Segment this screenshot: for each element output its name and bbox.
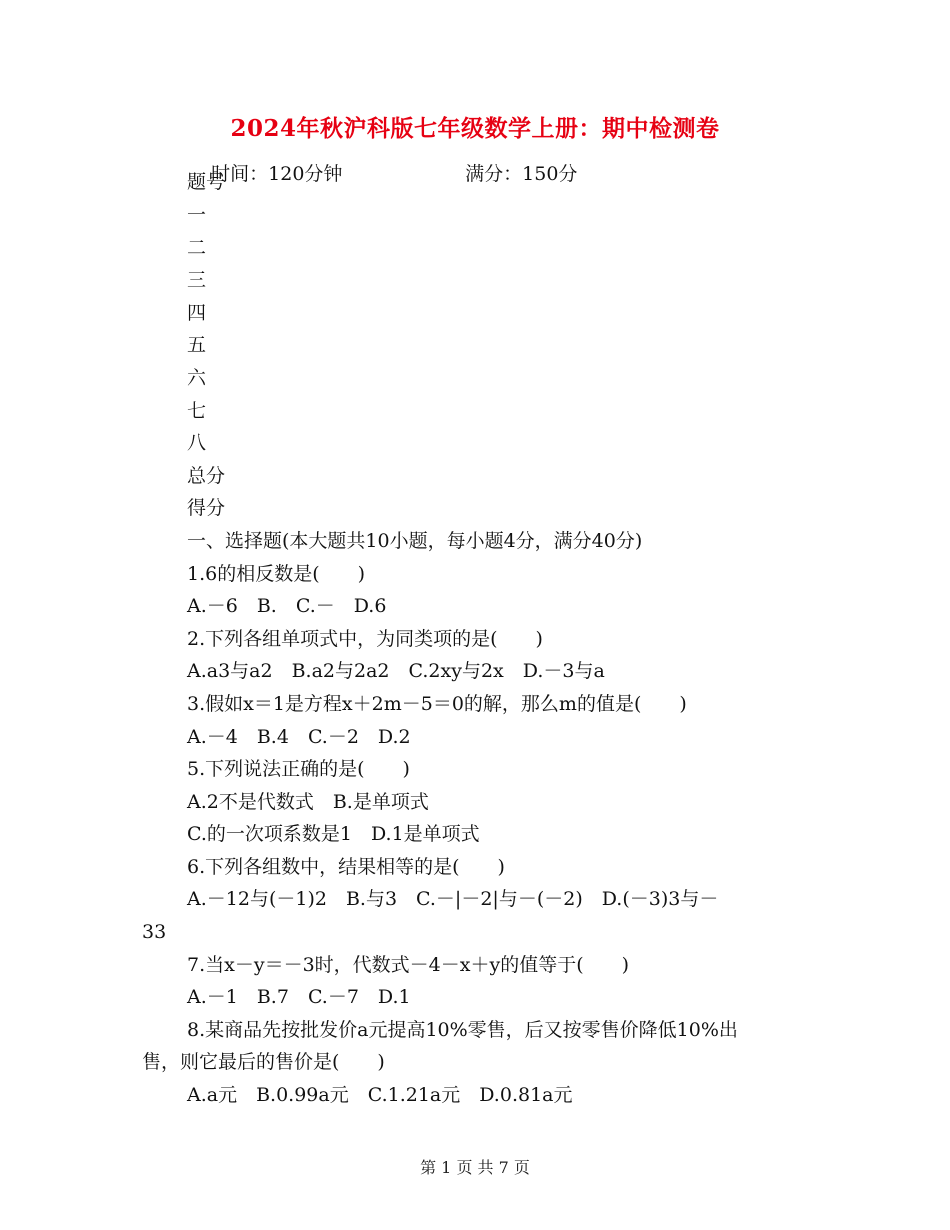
question-line: A.2不是代数式 B.是单项式 <box>187 791 429 813</box>
question-line: A.－4 B.4 C.－2 D.2 <box>187 726 411 748</box>
exam-time: 时间：120分钟 <box>211 163 343 185</box>
page-footer: 第 1 页 共 7 页 <box>420 1158 530 1177</box>
question-line: A.－6 B. C.－ D.6 <box>187 595 387 617</box>
score-table-col: 一 <box>187 204 207 226</box>
question-line: 7.当x－y＝－3时，代数式－4－x＋y的值等于( ) <box>187 954 630 976</box>
score-table-col: 四 <box>187 302 207 324</box>
score-table-col: 七 <box>187 400 207 422</box>
question-line: 1.6的相反数是( ) <box>187 563 366 585</box>
score-table-col: 二 <box>187 237 207 259</box>
score-table-col: 总分 <box>187 465 226 487</box>
question-line: A.a3与a2 B.a2与2a2 C.2xy与2x D.－3与a <box>187 660 605 682</box>
score-table-row-label: 得分 <box>187 497 226 519</box>
question-line: 5.下列说法正确的是( ) <box>187 758 410 780</box>
document-title: 2024年秋沪科版七年级数学上册：期中检测卷 <box>230 115 720 142</box>
exam-score: 满分：150分 <box>465 163 578 185</box>
score-table-col: 五 <box>187 334 207 356</box>
question-line: 2.下列各组单项式中，为同类项的是( ) <box>187 628 543 650</box>
question-line: 6.下列各组数中，结果相等的是( ) <box>187 856 505 878</box>
score-table-col: 六 <box>187 367 207 389</box>
question-line: C.的一次项系数是1 D.1是单项式 <box>187 823 480 845</box>
score-table-header: 题号 <box>187 171 226 193</box>
question-line: 8.某商品先按批发价a元提高10%零售，后又按零售价降低10%出 <box>187 1019 738 1041</box>
question-line-continued: 售，则它最后的售价是( ) <box>142 1051 385 1073</box>
question-line: A.a元 B.0.99a元 C.1.21a元 D.0.81a元 <box>187 1084 573 1106</box>
section-heading: 一、选择题(本大题共10小题，每小题4分，满分40分) <box>187 530 643 552</box>
score-table-col: 八 <box>187 432 207 454</box>
question-line-continued: 33 <box>142 921 167 943</box>
question-line: 3.假如x＝1是方程x＋2m－5＝0的解，那么m的值是( ) <box>187 693 687 715</box>
exam-info <box>187 138 577 210</box>
question-line: A.－1 B.7 C.－7 D.1 <box>187 986 411 1008</box>
score-table-col: 三 <box>187 269 207 291</box>
question-line: A.－12与(－1)2 B.与3 C.－|－2|与－(－2) D.(－3)3与－ <box>187 888 719 910</box>
